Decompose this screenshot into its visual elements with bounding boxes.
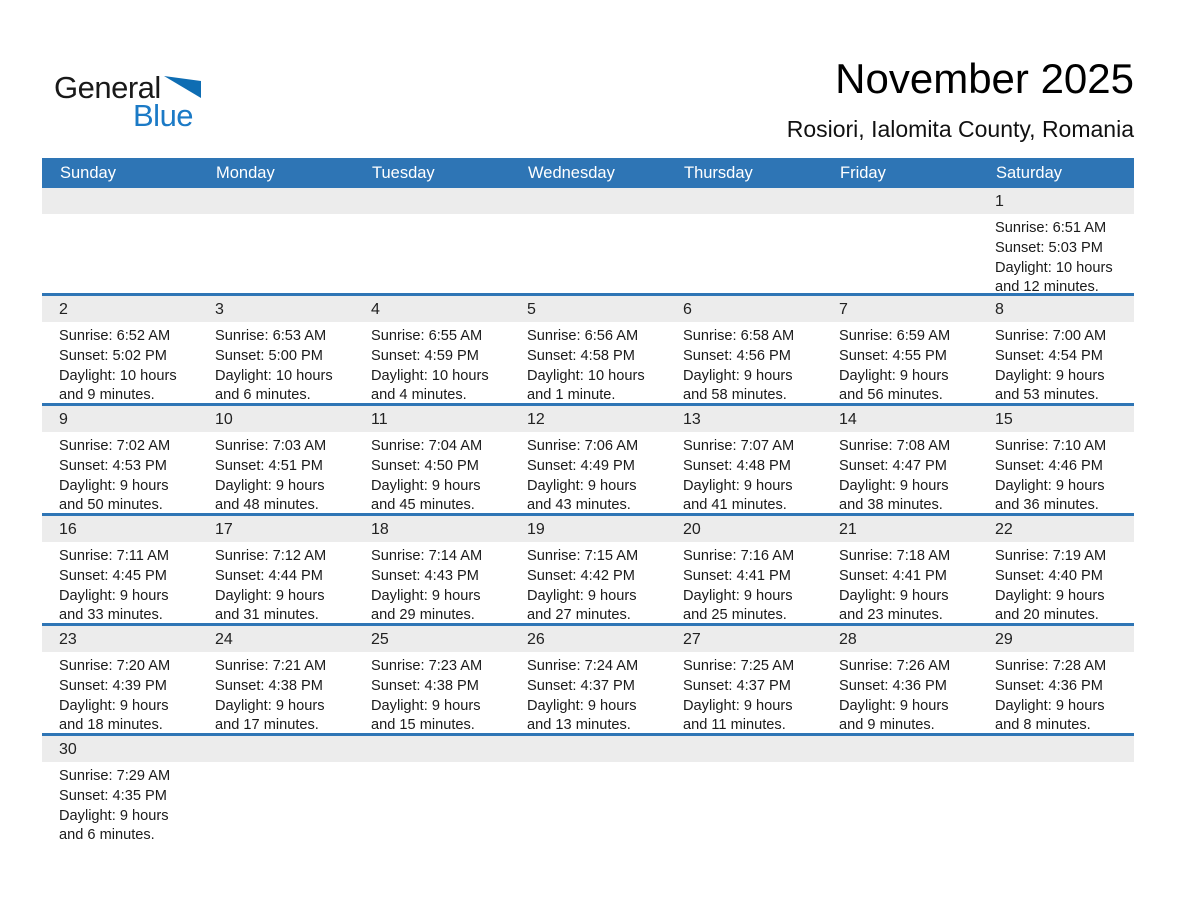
daylight-line-1: Daylight: 9 hours [683, 697, 793, 714]
sunset-line: Sunset: 4:54 PM [995, 347, 1103, 364]
day-number [666, 188, 822, 214]
sunrise-line: Sunrise: 7:04 AM [371, 438, 483, 454]
daylight-line-2: and 58 minutes. [683, 387, 787, 404]
sunrise-line: Sunrise: 7:23 AM [371, 658, 483, 674]
daylight-line-1: Daylight: 9 hours [995, 367, 1105, 384]
sunrise-line: Sunrise: 6:58 AM [683, 328, 795, 344]
day-cell [978, 626, 1134, 733]
day-details [42, 542, 198, 626]
day-cell [822, 406, 978, 513]
day-number [666, 736, 822, 762]
day-details [822, 542, 978, 626]
sunset-line: Sunset: 4:48 PM [683, 457, 791, 474]
day-number: 27 [666, 626, 822, 652]
daylight-line-2: and 13 minutes. [527, 717, 631, 734]
day-details [978, 652, 1134, 736]
sunset-line: Sunset: 4:46 PM [995, 457, 1103, 474]
day-number: 16 [42, 516, 198, 542]
daylight-line-1: Daylight: 9 hours [371, 697, 481, 714]
day-number: 28 [822, 626, 978, 652]
sunset-line: Sunset: 4:50 PM [371, 457, 479, 474]
day-number [42, 188, 198, 214]
sunset-line: Sunset: 4:40 PM [995, 567, 1103, 584]
daylight-line-1: Daylight: 9 hours [215, 587, 325, 604]
day-details [354, 322, 510, 406]
page-subtitle: Rosiori, Ialomita County, Romania [786, 116, 1134, 142]
daylight-line-2: and 31 minutes. [215, 607, 319, 624]
sunset-line: Sunset: 4:58 PM [527, 347, 635, 364]
daylight-line-2: and 12 minutes. [995, 279, 1099, 296]
day-number: 21 [822, 516, 978, 542]
sunrise-line: Sunrise: 7:21 AM [215, 658, 327, 674]
daylight-line-2: and 23 minutes. [839, 607, 943, 624]
daylight-line-2: and 18 minutes. [59, 717, 163, 734]
week-row [42, 736, 1134, 846]
sunset-line: Sunset: 4:38 PM [215, 677, 323, 694]
day-cell [354, 626, 510, 733]
day-number [822, 736, 978, 762]
day-details [510, 652, 666, 736]
daylight-line-2: and 20 minutes. [995, 607, 1099, 624]
daylight-line-1: Daylight: 9 hours [995, 587, 1105, 604]
daylight-line-2: and 27 minutes. [527, 607, 631, 624]
day-cell [822, 296, 978, 403]
day-cell [978, 296, 1134, 403]
sunset-line: Sunset: 4:47 PM [839, 457, 947, 474]
day-number: 25 [354, 626, 510, 652]
weekday-header-saturday: Saturday [996, 163, 1063, 182]
daylight-line-2: and 56 minutes. [839, 387, 943, 404]
sunset-line: Sunset: 4:39 PM [59, 677, 167, 694]
day-number: 13 [666, 406, 822, 432]
daylight-line-1: Daylight: 10 hours [215, 367, 333, 384]
sunset-line: Sunset: 4:36 PM [839, 677, 947, 694]
sunrise-line: Sunrise: 7:10 AM [995, 438, 1107, 454]
empty-cell [510, 736, 666, 846]
daylight-line-1: Daylight: 9 hours [995, 697, 1105, 714]
sunrise-line: Sunrise: 7:28 AM [995, 658, 1107, 674]
day-details [198, 542, 354, 626]
day-cell [42, 736, 198, 846]
sunset-line: Sunset: 4:36 PM [995, 677, 1103, 694]
sunrise-line: Sunrise: 6:56 AM [527, 328, 639, 344]
day-details [42, 432, 198, 516]
sunrise-line: Sunrise: 7:24 AM [527, 658, 639, 674]
day-number: 7 [822, 296, 978, 322]
day-details [198, 652, 354, 736]
day-cell [198, 296, 354, 403]
day-number [354, 188, 510, 214]
sunrise-line: Sunrise: 7:02 AM [59, 438, 171, 454]
day-cell [354, 406, 510, 513]
week-row [42, 516, 1134, 626]
day-cell [198, 406, 354, 513]
day-details [198, 432, 354, 516]
daylight-line-2: and 29 minutes. [371, 607, 475, 624]
daylight-line-2: and 38 minutes. [839, 497, 943, 514]
sunset-line: Sunset: 4:38 PM [371, 677, 479, 694]
daylight-line-2: and 8 minutes. [995, 717, 1091, 734]
day-details [666, 542, 822, 626]
daylight-line-2: and 36 minutes. [995, 497, 1099, 514]
day-cell [666, 296, 822, 403]
day-details [822, 652, 978, 736]
sunrise-line: Sunrise: 7:07 AM [683, 438, 795, 454]
empty-cell [354, 736, 510, 846]
day-number: 22 [978, 516, 1134, 542]
day-details [822, 432, 978, 516]
sunrise-line: Sunrise: 7:14 AM [371, 548, 483, 564]
day-details [666, 432, 822, 516]
daylight-line-2: and 45 minutes. [371, 497, 475, 514]
weekday-header-friday: Friday [840, 163, 886, 182]
day-details [354, 432, 510, 516]
daylight-line-1: Daylight: 9 hours [839, 587, 949, 604]
day-number: 20 [666, 516, 822, 542]
day-number: 1 [978, 188, 1134, 214]
day-cell [666, 626, 822, 733]
day-number [354, 736, 510, 762]
day-cell [510, 626, 666, 733]
daylight-line-1: Daylight: 9 hours [839, 697, 949, 714]
sunrise-line: Sunrise: 7:15 AM [527, 548, 639, 564]
day-number: 5 [510, 296, 666, 322]
day-number: 2 [42, 296, 198, 322]
daylight-line-1: Daylight: 9 hours [683, 477, 793, 494]
daylight-line-1: Daylight: 9 hours [527, 477, 637, 494]
week-row [42, 406, 1134, 516]
empty-cell [510, 188, 666, 293]
day-details [510, 542, 666, 626]
day-details [510, 432, 666, 516]
day-cell [42, 516, 198, 623]
sunset-line: Sunset: 4:37 PM [683, 677, 791, 694]
daylight-line-1: Daylight: 9 hours [59, 477, 169, 494]
day-details [666, 652, 822, 736]
sunrise-line: Sunrise: 6:59 AM [839, 328, 951, 344]
sunrise-line: Sunrise: 7:03 AM [215, 438, 327, 454]
daylight-line-2: and 48 minutes. [215, 497, 319, 514]
sunrise-line: Sunrise: 6:53 AM [215, 328, 327, 344]
sunset-line: Sunset: 4:49 PM [527, 457, 635, 474]
daylight-line-1: Daylight: 10 hours [59, 367, 177, 384]
day-details [822, 322, 978, 406]
week-row [42, 188, 1134, 296]
day-details [978, 322, 1134, 406]
empty-cell [822, 188, 978, 293]
sunset-line: Sunset: 4:55 PM [839, 347, 947, 364]
sunrise-line: Sunrise: 7:06 AM [527, 438, 639, 454]
day-number: 19 [510, 516, 666, 542]
day-details [354, 652, 510, 736]
daylight-line-1: Daylight: 9 hours [59, 587, 169, 604]
day-number: 3 [198, 296, 354, 322]
empty-cell [354, 188, 510, 293]
sunset-line: Sunset: 4:42 PM [527, 567, 635, 584]
daylight-line-2: and 17 minutes. [215, 717, 319, 734]
week-row [42, 296, 1134, 406]
sunset-line: Sunset: 4:41 PM [683, 567, 791, 584]
daylight-line-2: and 43 minutes. [527, 497, 631, 514]
daylight-line-2: and 4 minutes. [371, 387, 467, 404]
sunset-line: Sunset: 5:00 PM [215, 347, 323, 364]
sunrise-line: Sunrise: 7:19 AM [995, 548, 1107, 564]
day-number [510, 736, 666, 762]
empty-cell [42, 188, 198, 293]
day-cell [198, 516, 354, 623]
sunset-line: Sunset: 5:03 PM [995, 239, 1103, 256]
sunrise-line: Sunrise: 6:52 AM [59, 328, 171, 344]
day-details [510, 322, 666, 406]
day-details [354, 542, 510, 626]
daylight-line-2: and 11 minutes. [683, 717, 786, 734]
logo-text-blue: Blue [133, 98, 194, 133]
week-row [42, 626, 1134, 736]
daylight-line-1: Daylight: 10 hours [995, 259, 1113, 276]
daylight-line-2: and 41 minutes. [683, 497, 787, 514]
empty-cell [666, 188, 822, 293]
day-details [666, 322, 822, 406]
day-number: 30 [42, 736, 198, 762]
empty-cell [666, 736, 822, 846]
daylight-line-1: Daylight: 9 hours [683, 367, 793, 384]
daylight-line-1: Daylight: 9 hours [215, 477, 325, 494]
day-number: 9 [42, 406, 198, 432]
calendar-grid [42, 188, 1134, 846]
sunrise-line: Sunrise: 7:12 AM [215, 548, 327, 564]
day-cell [666, 516, 822, 623]
daylight-line-1: Daylight: 9 hours [527, 587, 637, 604]
sunrise-line: Sunrise: 7:18 AM [839, 548, 951, 564]
day-number: 10 [198, 406, 354, 432]
sunset-line: Sunset: 4:51 PM [215, 457, 323, 474]
day-number [978, 736, 1134, 762]
page-title: November 2025 [835, 55, 1134, 102]
daylight-line-1: Daylight: 9 hours [839, 477, 949, 494]
day-details [42, 322, 198, 406]
day-cell [510, 296, 666, 403]
daylight-line-2: and 9 minutes. [839, 717, 935, 734]
day-number: 8 [978, 296, 1134, 322]
day-number: 17 [198, 516, 354, 542]
daylight-line-1: Daylight: 9 hours [59, 807, 169, 824]
empty-cell [822, 736, 978, 846]
daylight-line-1: Daylight: 9 hours [995, 477, 1105, 494]
weekday-header-wednesday: Wednesday [528, 163, 615, 182]
day-number: 18 [354, 516, 510, 542]
day-details [978, 542, 1134, 626]
sunrise-line: Sunrise: 7:20 AM [59, 658, 171, 674]
sunrise-line: Sunrise: 7:26 AM [839, 658, 951, 674]
calendar-table [42, 158, 1134, 846]
day-cell [978, 406, 1134, 513]
sunrise-line: Sunrise: 7:08 AM [839, 438, 951, 454]
daylight-line-1: Daylight: 9 hours [215, 697, 325, 714]
daylight-line-2: and 33 minutes. [59, 607, 163, 624]
day-cell [822, 626, 978, 733]
daylight-line-1: Daylight: 9 hours [527, 697, 637, 714]
day-cell [822, 516, 978, 623]
sunset-line: Sunset: 4:37 PM [527, 677, 635, 694]
weekday-header-thursday: Thursday [684, 163, 753, 182]
weekday-header-sunday: Sunday [60, 163, 116, 182]
daylight-line-2: and 6 minutes. [59, 827, 155, 844]
daylight-line-2: and 53 minutes. [995, 387, 1099, 404]
day-cell [354, 296, 510, 403]
weekday-header-tuesday: Tuesday [372, 163, 435, 182]
sunrise-line: Sunrise: 7:16 AM [683, 548, 795, 564]
sunset-line: Sunset: 5:02 PM [59, 347, 167, 364]
day-details [198, 322, 354, 406]
day-cell [354, 516, 510, 623]
day-number: 24 [198, 626, 354, 652]
day-number: 23 [42, 626, 198, 652]
day-number: 4 [354, 296, 510, 322]
sunrise-line: Sunrise: 7:29 AM [59, 768, 171, 784]
day-cell [978, 188, 1134, 296]
sunset-line: Sunset: 4:44 PM [215, 567, 323, 584]
day-number [198, 188, 354, 214]
day-number: 11 [354, 406, 510, 432]
sunset-line: Sunset: 4:56 PM [683, 347, 791, 364]
day-cell [42, 406, 198, 513]
sunrise-line: Sunrise: 7:00 AM [995, 328, 1107, 344]
daylight-line-2: and 6 minutes. [215, 387, 311, 404]
empty-cell [198, 736, 354, 846]
sunrise-line: Sunrise: 6:55 AM [371, 328, 483, 344]
day-details [42, 652, 198, 736]
sunset-line: Sunset: 4:45 PM [59, 567, 167, 584]
day-details [978, 214, 1134, 298]
day-cell [198, 626, 354, 733]
sunset-line: Sunset: 4:43 PM [371, 567, 479, 584]
daylight-line-1: Daylight: 9 hours [59, 697, 169, 714]
day-number: 12 [510, 406, 666, 432]
logo-text-general: General [54, 70, 161, 105]
day-number: 6 [666, 296, 822, 322]
sunset-line: Sunset: 4:59 PM [371, 347, 479, 364]
day-number: 26 [510, 626, 666, 652]
sunrise-line: Sunrise: 7:25 AM [683, 658, 795, 674]
empty-cell [978, 736, 1134, 846]
day-cell [42, 296, 198, 403]
daylight-line-1: Daylight: 10 hours [527, 367, 645, 384]
empty-cell [198, 188, 354, 293]
sunset-line: Sunset: 4:53 PM [59, 457, 167, 474]
day-number [510, 188, 666, 214]
day-cell [42, 626, 198, 733]
day-number: 15 [978, 406, 1134, 432]
daylight-line-2: and 50 minutes. [59, 497, 163, 514]
day-cell [510, 406, 666, 513]
day-number: 14 [822, 406, 978, 432]
day-cell [666, 406, 822, 513]
daylight-line-1: Daylight: 9 hours [371, 477, 481, 494]
daylight-line-1: Daylight: 10 hours [371, 367, 489, 384]
sunset-line: Sunset: 4:35 PM [59, 787, 167, 804]
daylight-line-2: and 15 minutes. [371, 717, 475, 734]
day-number [198, 736, 354, 762]
sunrise-line: Sunrise: 6:51 AM [995, 220, 1107, 236]
day-number: 29 [978, 626, 1134, 652]
daylight-line-1: Daylight: 9 hours [683, 587, 793, 604]
day-cell [978, 516, 1134, 623]
daylight-line-1: Daylight: 9 hours [839, 367, 949, 384]
general-blue-logo [54, 72, 224, 131]
day-number [822, 188, 978, 214]
daylight-line-2: and 1 minute. [527, 387, 616, 404]
weekday-header-monday: Monday [216, 163, 275, 182]
weekday-header-row [42, 158, 1134, 188]
daylight-line-2: and 9 minutes. [59, 387, 155, 404]
daylight-line-1: Daylight: 9 hours [371, 587, 481, 604]
daylight-line-2: and 25 minutes. [683, 607, 787, 624]
day-details [978, 432, 1134, 516]
day-cell [510, 516, 666, 623]
sunrise-line: Sunrise: 7:11 AM [59, 548, 170, 564]
day-details [42, 762, 198, 846]
sunset-line: Sunset: 4:41 PM [839, 567, 947, 584]
